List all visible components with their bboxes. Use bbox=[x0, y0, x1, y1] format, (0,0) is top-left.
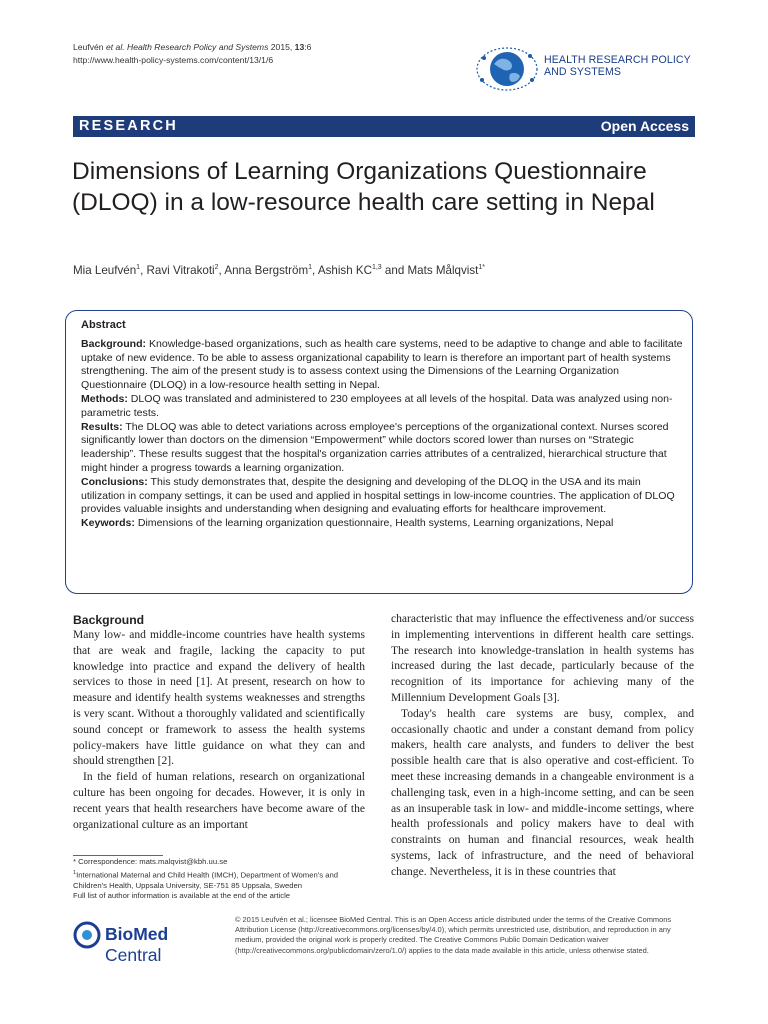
affiliation-note bbox=[73, 868, 365, 892]
abstract-background-label: Background: bbox=[81, 337, 147, 350]
citation-authors: Leufvén bbox=[73, 42, 106, 52]
author-name: Mia Leufvén bbox=[73, 264, 137, 277]
abstract-methods bbox=[81, 393, 683, 421]
section-banner bbox=[73, 116, 695, 137]
journal-name-line1: HEALTH RESEARCH POLICY bbox=[544, 54, 691, 66]
abstract-background bbox=[81, 338, 683, 393]
abstract-keywords-label: Keywords: bbox=[81, 517, 135, 530]
author-affiliation-sup: 1 bbox=[308, 264, 313, 272]
abstract-conclusions-text: This study demonstrates that, despite the designing and developing of the DLOQ in the USA and its main utilization in company settings, it can be used and applied in hospital settings in low-income countries. The application of DLOQ provides valuable insights and understanding when designing and evaluating efforts for healthcare improvement. bbox=[81, 475, 675, 516]
citation-line bbox=[73, 41, 311, 54]
abstract-heading: Abstract bbox=[81, 319, 126, 331]
abstract-keywords bbox=[81, 517, 683, 531]
journal-name bbox=[544, 54, 691, 78]
biomed-central-logo-icon bbox=[73, 921, 101, 949]
author-affiliation-sup: 1 bbox=[136, 264, 141, 272]
open-access-label: Open Access bbox=[600, 118, 689, 134]
footnotes bbox=[73, 857, 365, 902]
author-name: Ravi Vitrakoti bbox=[146, 264, 215, 277]
abstract-keywords-text: Dimensions of the learning organization questionnaire, Health systems, Learning organizations, Nepal bbox=[134, 517, 614, 530]
globe-icon bbox=[474, 44, 540, 92]
section-heading-background: Background bbox=[73, 613, 145, 627]
paragraph: In the field of human relations, research on organizational culture has been ongoing for decades. However, it is only in recent years that health researchers have become aware of the organizational culture as an important bbox=[73, 771, 365, 831]
author-name: Ashish KC bbox=[317, 264, 372, 277]
author-name: Anna Bergström bbox=[224, 264, 309, 277]
author-separator: and bbox=[381, 264, 408, 277]
citation-url[interactable]: http://www.health-policy-systems.com/content/13/1/6 bbox=[73, 55, 274, 65]
author-affiliation-sup: 1* bbox=[478, 264, 485, 272]
author-affiliation-sup: 2 bbox=[214, 264, 219, 272]
citation-volume: 13 bbox=[294, 42, 305, 52]
abstract-methods-text: DLOQ was translated and administered to 230 employees at all levels of the hospital. Data was analyzed using non-parametric tests. bbox=[81, 392, 673, 419]
journal-name-line2: AND SYSTEMS bbox=[544, 66, 622, 78]
author-name: Mats Målqvist bbox=[407, 264, 479, 277]
abstract-conclusions bbox=[81, 476, 683, 517]
author-affiliation-sup: 1,3 bbox=[371, 264, 382, 272]
abstract-conclusions-label: Conclusions: bbox=[81, 475, 148, 488]
publisher-name bbox=[105, 924, 223, 966]
paragraph: characteristic that may influence the effectiveness and/or success in implementing interventions in different health care settings. The research into knowledge-translation in health systems has increased during the last decade, particularly because of the recognition of its importance for achieving many of the Millennium Development Goals [3]. bbox=[391, 613, 694, 704]
body-column-right bbox=[391, 612, 694, 881]
journal-logo bbox=[474, 44, 694, 92]
publisher-name-rest: Central bbox=[105, 945, 162, 965]
citation-year: 2015, bbox=[268, 42, 295, 52]
affiliation-sup: 1 bbox=[73, 869, 77, 876]
author-list bbox=[73, 264, 693, 277]
author-separator: , bbox=[218, 264, 225, 277]
body-column-left bbox=[73, 612, 365, 833]
footnote-divider bbox=[73, 855, 163, 856]
citation-journal: et al. Health Research Policy and Systems bbox=[105, 42, 269, 52]
citation-header bbox=[73, 41, 311, 67]
affiliation-text: International Maternal and Child Health (IMCH), Department of Women's and Children's Health, Uppsala University, SE-751 85 Uppsala, Sweden bbox=[73, 870, 339, 890]
full-list-note: Full list of author information is available at the end of the article bbox=[73, 891, 291, 901]
license-statement: © 2015 Leufvén et al.; licensee BioMed Central. This is an Open Access article distributed under the terms of the Creative Commons Attribution License (http://creativecommons.org/licenses/by/4.0), which permits unrestricted use, distribution, and reproduction in any medium, provided the original work is properly credited. The Creative Commons Public Domain Dedication waiver (http://creativecommons.org/publicdomain/zero/1.0/) applies to the data made available in this article, unless otherwise stated. bbox=[235, 915, 672, 955]
correspondence-note: * Correspondence: mats.malqvist@kbh.uu.se bbox=[73, 857, 228, 866]
section-label: RESEARCH bbox=[79, 118, 178, 134]
abstract-results-text: The DLOQ was able to detect variations across employee's perceptions of the organizational context. Nurses scored significantly lower than doctors on the dimension “Empowerment” while doctors scored lower than nurses on “Strategic leadership”. These results suggest that the hospital's organization carries attributes of a centralized, hierarchical structure that might hinder a progress towards a learning organization. bbox=[81, 420, 669, 474]
article-title: Dimensions of Learning Organizations Questionnaire (DLOQ) in a low-resource health care setting in Nepal bbox=[72, 158, 655, 216]
abstract-results bbox=[81, 421, 683, 476]
author-separator: , bbox=[140, 264, 147, 277]
abstract-results-label: Results: bbox=[81, 420, 123, 433]
paragraph: Many low- and middle-income countries have health systems that are weak and fragile, lacking the capacity to put knowledge into practice and expand the delivery of health services to those in need [1]. At present, research on how to measure and identify health systems weaknesses and strengths is very scant. Without a thoroughly validated and scientifically sound concept or framework to assess the health systems policy-makers have little guidance on what they can and should strengthen [2]. bbox=[73, 629, 365, 768]
publisher-name-bold: BioMed bbox=[105, 924, 169, 944]
author-separator: , bbox=[312, 264, 318, 277]
citation-pages: :6 bbox=[304, 42, 312, 52]
abstract-box bbox=[65, 310, 693, 594]
publisher-logo bbox=[73, 920, 223, 965]
paragraph: Today's health care systems are busy, complex, and occasionally chaotic and under a constant demand from policy makers, health care analysts, and funders to deliver the best possible health care that is also operative and cost-efficient. To meet these increasing demands in a changeable environment is a challenging task, even in a high-income setting, and can be seen as an insuperable task in low- and middle-income settings, where health professionals and policy makers have to deal with constraints on human and financial resources, weak health systems, lack of infrastructure, and the need of behavioral change. Nevertheless, it is in these countries that bbox=[391, 707, 694, 878]
abstract-background-text: Knowledge-based organizations, such as health care systems, need to be adaptive to change and able to facilitate uptake of new evidence. To be able to assess organizational capability to learn is therefore an important part of health systems strengthening. The aim of the present study is to assess context using the Dimensions of the Learning Organization Questionnaire (DLOQ) in a low-resource health setting in Nepal. bbox=[81, 337, 683, 392]
abstract-methods-label: Methods: bbox=[81, 392, 128, 405]
